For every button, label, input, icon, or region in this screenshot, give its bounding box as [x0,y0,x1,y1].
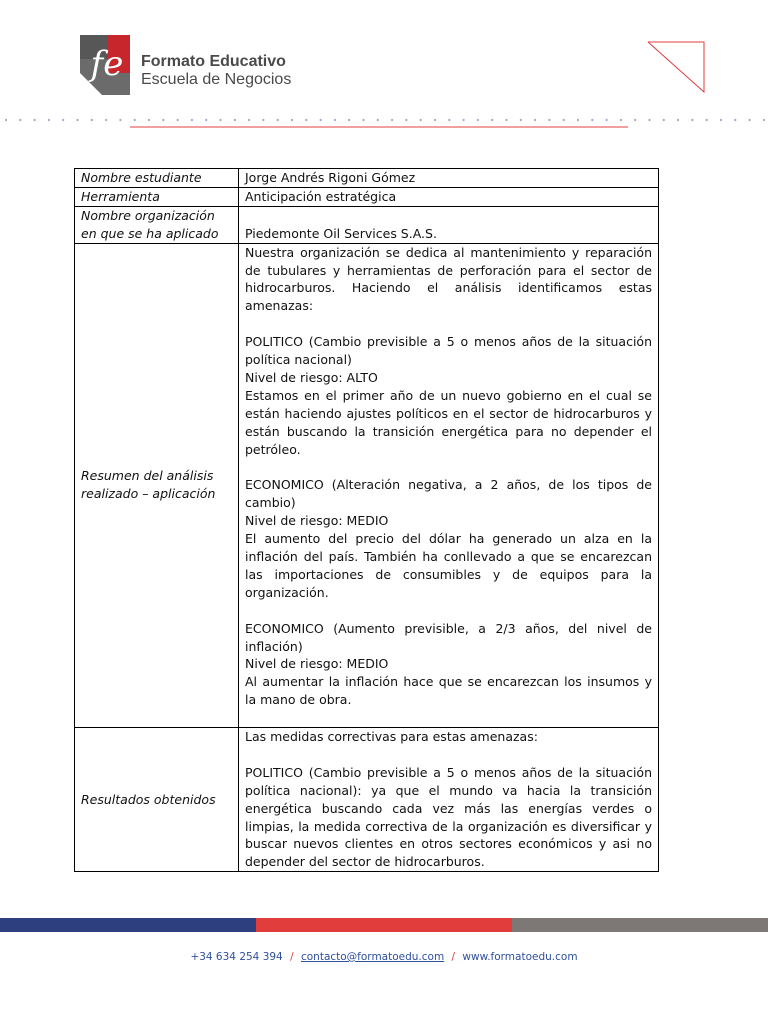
footer-contact [0,951,768,963]
threat-title: ECONOMICO (Aumento previsible, a 2/3 años, del nivel de inflación) [245,620,652,654]
threat-text: Al aumentar la inflación hace que se encarezcan los insumos y la mano de obra. [245,674,652,708]
value-results [239,728,659,872]
table-row [75,243,659,727]
footer-bar-gray [512,918,768,932]
label-summary-line2: realizado – aplicación [81,486,216,502]
label-organization-line1: Nombre organización [81,207,215,223]
table-row [75,169,659,188]
brand-text [141,53,291,89]
footer-email-link[interactable]: contacto@formatoedu.com [300,951,445,963]
label-summary [75,243,239,727]
brand-subtitle: Escuela de Negocios [141,71,292,88]
value-student: Jorge Andrés Rigoni Gómez [239,169,659,188]
footer-separator: / [290,951,294,963]
footer-bar-red [256,918,512,932]
label-organization [75,206,239,243]
table-row [75,187,659,206]
label-tool: Herramienta [75,187,239,206]
threat-title: POLITICO (Cambio previsible a 5 o menos años de la situación política nacional) [245,334,652,368]
evaluation-table [74,168,659,872]
footer-bar-blue [0,918,256,932]
threat-title: ECONOMICO (Alteración negativa, a 2 años, de los tipos de cambio) [245,477,652,511]
label-student: Nombre estudiante [75,169,239,188]
footer-phone: +34 634 254 394 [190,951,283,963]
label-results: Resultados obtenidos [75,728,239,872]
label-summary-line1: Resumen del análisis [81,468,214,484]
threat-text: Estamos en el primer año de un nuevo gobierno en el cual se están haciendo ajustes políticos en el sector de hidrocarburos y están buscando la transición energética para no depender el petróleo. [245,387,652,457]
logo-letters: fe [90,44,124,84]
results-intro: Las medidas correctivas para estas amenazas: [245,729,538,745]
brand-name: Formato Educativo [141,53,286,70]
label-organization-line2: en que se ha aplicado [81,225,219,241]
threat-risk: Nivel de riesgo: ALTO [245,369,378,385]
footer-separator: / [451,951,456,963]
threat-text: El aumento del precio del dólar ha generado un alza en la inflación del país. También ha conllevado a que se encarezcan las importaciones de consumibles y de equipos para la organización. [245,531,652,600]
summary-intro: Nuestra organización se dedica al mantenimiento y reparación de tubulares y herramientas de perforación para el sector de hidrocarburos. Haciendo el análisis identificamos estas amenazas: [245,244,652,314]
threat-risk: Nivel de riesgo: MEDIO [245,513,389,529]
brand-logo [80,35,130,95]
dotted-divider [0,116,768,130]
value-organization: Piedemonte Oil Services S.A.S. [239,206,659,243]
value-summary [239,243,659,727]
footer-website-link[interactable]: www.formatoedu.com [462,951,578,963]
threat-risk: Nivel de riesgo: MEDIO [245,656,389,672]
table-row [75,728,659,872]
table-row [75,206,659,243]
value-tool: Anticipación estratégica [239,187,659,206]
results-text: POLITICO (Cambio previsible a 5 o menos años de la situación política nacional): ya que el mundo va hacia la transición energética buscando cada vez más las energías verdes o limpias, la medida correctiva de la organización es diversificar y buscar nuevos clientes en otros sectores económicos y asi no depender del sector de hidrocarburos. [245,764,652,870]
corner-triangle-icon [646,40,706,94]
